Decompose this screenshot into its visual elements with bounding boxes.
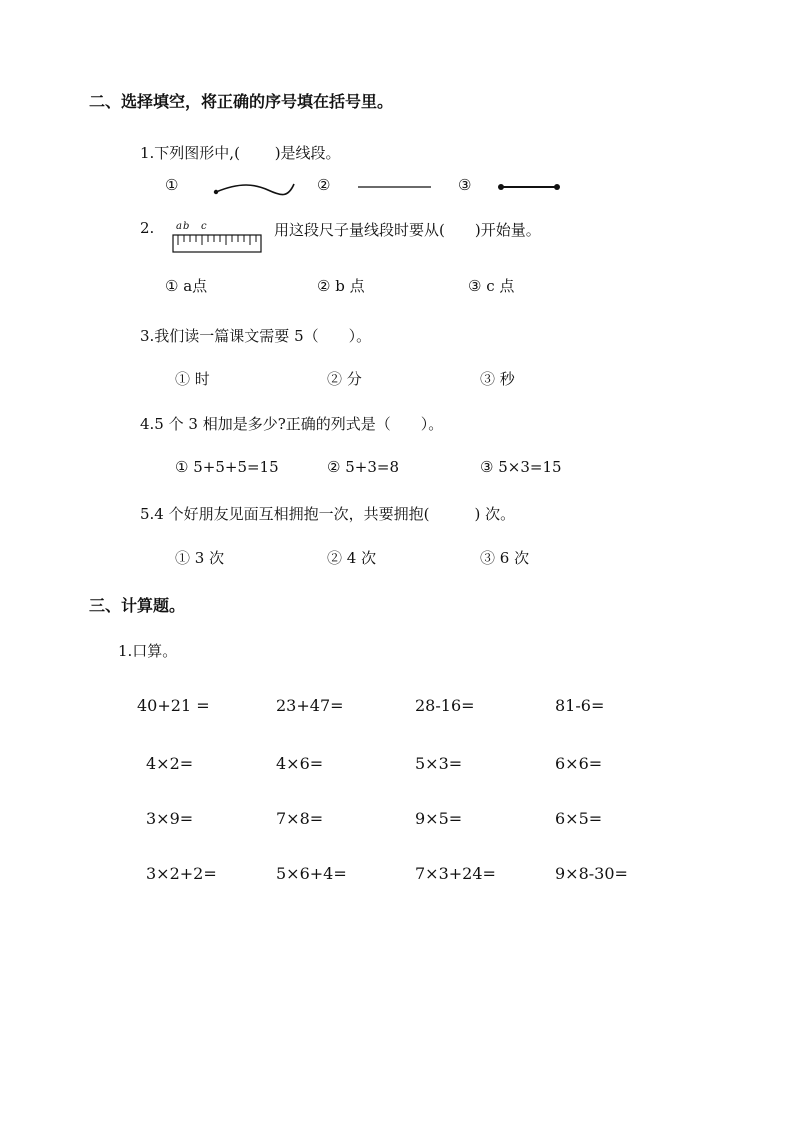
q4-option-2: ② 5+3=8 — [327, 458, 399, 476]
curved-line-figure — [210, 178, 300, 200]
ruler-label-b: b — [183, 221, 190, 232]
calc-problem: 28-16= — [415, 696, 475, 715]
line-segment-figure — [495, 180, 565, 194]
question-2-text: 用这段尺子量线段时要从( )开始量。 — [274, 221, 541, 239]
calc-problem: 9×5= — [415, 809, 463, 828]
calc-problem: 4×6= — [276, 754, 324, 773]
q3-option-3: ③ 秒 — [480, 370, 515, 388]
question-2-number: 2. — [140, 219, 155, 237]
q1-option-3-label: ③ — [458, 176, 472, 194]
question-1: 1.下列图形中,( )是线段。 — [140, 144, 341, 162]
q5-option-3: ③ 6 次 — [480, 549, 530, 567]
q4-option-1: ① 5+5+5=15 — [175, 458, 279, 476]
section-3-title: 三、计算题。 — [89, 596, 186, 615]
q3-option-2: ② 分 — [327, 370, 362, 388]
q2-option-1: ① a点 — [165, 277, 208, 295]
q4-option-3: ③ 5×3=15 — [480, 458, 562, 476]
calc-problem: 7×8= — [276, 809, 324, 828]
ruler-label-a: a — [176, 221, 182, 232]
subsection-oral-calculation: 1.口算。 — [118, 642, 178, 660]
question-3: 3.我们读一篇课文需要 5（ ）。 — [140, 327, 372, 345]
calc-problem: 81-6= — [555, 696, 605, 715]
ruler-label-c: c — [201, 221, 207, 232]
calc-problem: 23+47= — [276, 696, 344, 715]
ruler-figure — [172, 233, 264, 255]
calc-problem: 4×2= — [146, 754, 194, 773]
q5-option-2: ② 4 次 — [327, 549, 377, 567]
calc-problem: 9×8-30= — [555, 864, 628, 883]
q2-option-3: ③ c 点 — [468, 277, 515, 295]
question-5: 5.4 个好朋友见面互相拥抱一次，共要拥抱( ) 次。 — [140, 505, 516, 523]
calc-problem: 5×3= — [415, 754, 463, 773]
calc-problem: 6×6= — [555, 754, 603, 773]
q5-option-1: ① 3 次 — [175, 549, 225, 567]
calc-problem: 40+21 = — [137, 696, 210, 715]
q1-option-2-label: ② — [317, 176, 331, 194]
calc-problem: 6×5= — [555, 809, 603, 828]
calc-problem: 5×6+4= — [276, 864, 347, 883]
q2-option-2: ② b 点 — [317, 277, 365, 295]
calc-problem: 7×3+24= — [415, 864, 496, 883]
question-4: 4.5 个 3 相加是多少?正确的列式是（ ）。 — [140, 415, 444, 433]
q1-option-1-label: ① — [165, 176, 179, 194]
section-2-title: 二、选择填空，将正确的序号填在括号里。 — [89, 92, 394, 111]
straight-line-figure — [355, 180, 435, 192]
q3-option-1: ① 时 — [175, 370, 210, 388]
calc-problem: 3×9= — [146, 809, 194, 828]
calc-problem: 3×2+2= — [146, 864, 217, 883]
